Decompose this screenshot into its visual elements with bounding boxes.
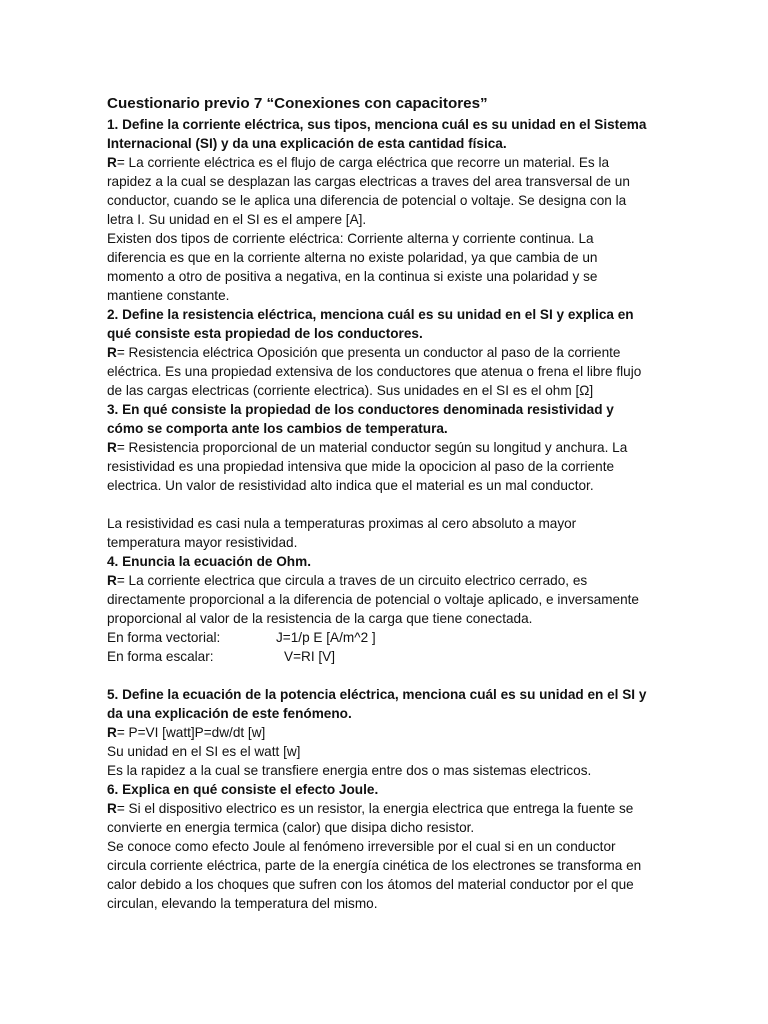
answer-3-text: = Resistencia proporcional de un material conductor según su longitud y anchura. La resistividad es una propiedad intensiva que mide la opocicion al paso de la corriente electrica. Un valor de resistividad alto indica que el material es un mal conductor.	[107, 440, 628, 493]
answer-2-text: = Resistencia eléctrica Oposición que presenta un conductor al paso de la corriente eléctrica. Es una propiedad extensiva de los conductores que atenua o frena el libre flujo de las cargas electricas (corriente electrica). Sus unidades en el SI es el ohm [Ω]	[107, 345, 642, 398]
answer-5-label: R	[107, 725, 117, 740]
scalar-formula: V=RI [V]	[284, 649, 335, 664]
answer-3-label: R	[107, 440, 117, 455]
scalar-formula-label: En forma escalar:	[107, 649, 214, 664]
blank-line	[107, 666, 647, 685]
answer-1-extra: Existen dos tipos de corriente eléctrica: Corriente alterna y corriente continua. La diferencia es que en la corriente alterna no existe polaridad, ya que cambia de un momento a otro de positiva a negativa, en la continua si existe una polaridad y se mantiene constante.	[107, 231, 598, 303]
question-4: 4. Enuncia la ecuación de Ohm.	[107, 554, 311, 569]
answer-2	[107, 343, 647, 400]
answer-6-label: R	[107, 801, 117, 816]
answer-1	[107, 153, 647, 229]
answer-2-label: R	[107, 345, 117, 360]
blank-line	[107, 495, 647, 514]
answer-6-text: = Si el dispositivo electrico es un resistor, la energia electrica que entrega la fuente se convierte en energia termica (calor) que disipa dicho resistor.	[107, 801, 634, 835]
question-3: 3. En qué consiste la propiedad de los conductores denominada resistividad y cómo se comporta ante los cambios de temperatura.	[107, 402, 614, 436]
question-1: 1. Define la corriente eléctrica, sus tipos, menciona cuál es su unidad en el Sistema Internacional (SI) y da una explicación de esta cantidad física.	[107, 117, 647, 151]
answer-3-extra: La resistividad es casi nula a temperaturas proximas al cero absoluto a mayor temperatura mayor resistividad.	[107, 516, 577, 550]
question-5: 5. Define la ecuación de la potencia eléctrica, menciona cuál es su unidad en el SI y da una explicación de este fenómeno.	[107, 687, 647, 721]
answer-1-text: = La corriente eléctrica es el flujo de carga eléctrica que recorre un material. Es la rapidez a la cual se desplazan las cargas electricas a traves del area transversal de un conductor, cuando se le aplica una diferencia de potencial o voltaje. Se designa con la letra I. Su unidad en el SI es el ampere [A].	[107, 155, 630, 227]
scalar-formula-row	[107, 647, 647, 666]
vector-formula-row	[107, 628, 647, 647]
answer-5-line-3: Es la rapidez a la cual se transfiere energia entre dos o mas sistemas electricos.	[107, 763, 592, 778]
vector-formula-label: En forma vectorial:	[107, 630, 221, 645]
answer-4	[107, 571, 647, 628]
answer-5-line-2: Su unidad en el SI es el watt [w]	[107, 744, 301, 759]
answer-3	[107, 438, 647, 495]
answer-4-text: = La corriente electrica que circula a traves de un circuito electrico cerrado, es directamente proporcional a la diferencia de potencial o voltaje aplicado, e inversamente proporcional al valor de la resistencia de la carga que tiene conectada.	[107, 573, 639, 626]
document-title: Cuestionario previo 7 “Conexiones con capacitores”	[107, 95, 488, 112]
question-2: 2. Define la resistencia eléctrica, menciona cuál es su unidad en el SI y explica en qué consiste esta propiedad de los conductores.	[107, 307, 634, 341]
document-body	[107, 93, 647, 913]
answer-5-text: = P=VI [watt]P=dw/dt [w]	[116, 725, 266, 740]
answer-1-label: R	[107, 155, 117, 170]
answer-6-extra: Se conoce como efecto Joule al fenómeno irreversible por el cual si en un conductor circula corriente eléctrica, parte de la energía cinética de los electrones se transforma en calor debido a los choques que sufren con los átomos del material conductor por el que circulan, elevando la temperatura del mismo.	[107, 839, 642, 911]
answer-6	[107, 799, 647, 837]
question-6: 6. Explica en qué consiste el efecto Joule.	[107, 782, 379, 797]
answer-5	[107, 723, 647, 742]
answer-4-label: R	[107, 573, 117, 588]
vector-formula: J=1/p E [A/m^2 ]	[276, 630, 376, 645]
